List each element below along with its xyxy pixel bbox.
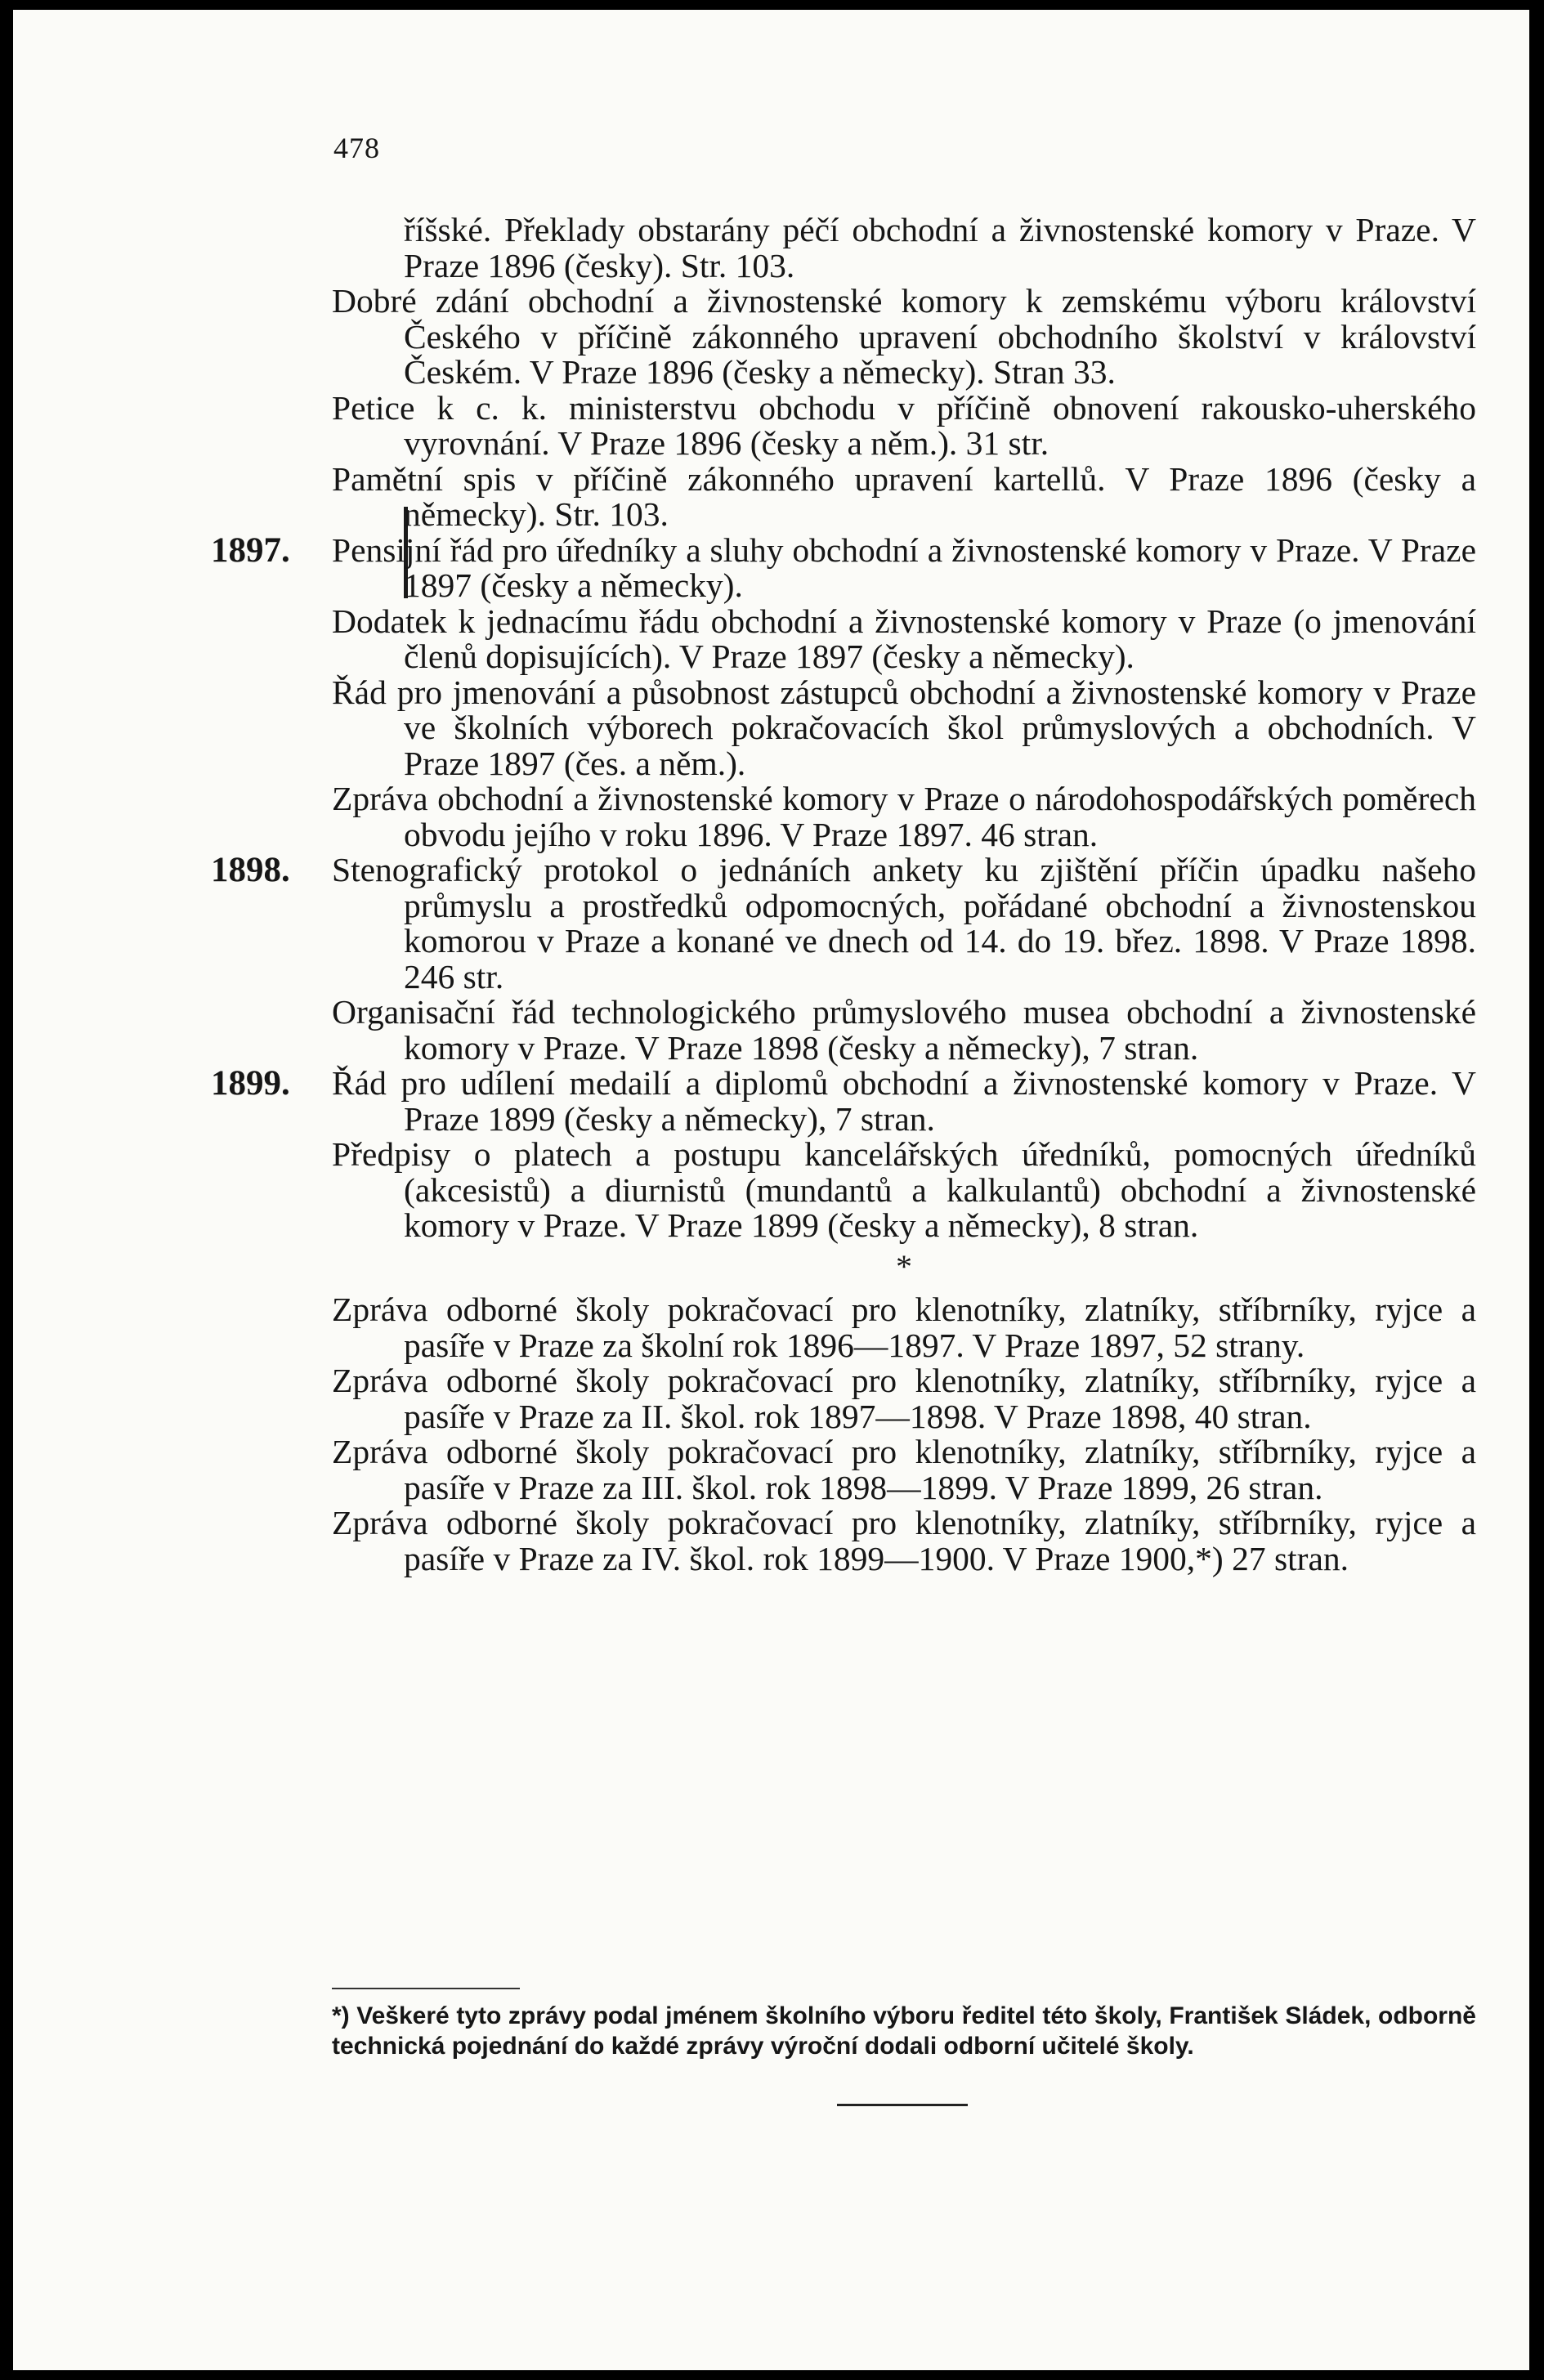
year-label: 1899. — [211, 1064, 290, 1103]
school-report-4: Zpráva odborné školy pokračovací pro klenotníky, zlatníky, stříbrníky, ryjce a pasíře v Praze za IV. škol. rok 1899—1900. V Praze 1900,*) 27 stran. — [332, 1504, 1476, 1577]
end-rule — [837, 2104, 968, 2106]
year-label: 1898. — [211, 851, 290, 889]
continuation-entry: říšské. Překlady obstarány péčí obchodní a živnostenské komory v Praze. V Praze 1896 (česky). Str. 103. — [404, 211, 1476, 284]
footnote-rule — [332, 1988, 520, 1989]
entry-1899-1: Řád pro udílení medailí a diplomů obchodní a živnostenské komory v Praze. V Praze 1899 (česky a německy), 7 stran. — [332, 1064, 1476, 1138]
footnote: *) Veškeré tyto zprávy podal jménem školního výboru ředitel této školy, František Sládek, odborně technická pojednání do každé zprávy výroční dodali odborní učitelé školy. — [332, 2002, 1476, 2060]
entry-1898-1: Stenografický protokol o jednáních ankety ku zjištění příčin úpadku našeho průmyslu a prostředků odpomocných, pořádané obchodní a živnostenskou komorou v Praze a konané ve dnech od 14. do 19. břez. 1898. V Praze 1898. 246 str. — [332, 851, 1476, 995]
year-label: 1897. — [211, 530, 290, 570]
entry-1896-3: Pamětní spis v příčině zákonného upravení kartellů. V Praze 1896 (česky a německy). Str. 103. — [332, 459, 1476, 533]
entry-1899-2: Předpisy o platech a postupu kancelářských úředníků, pomocných úředníků (akcesistů) a diurnistů (mundantů a kalkulantů) obchodní a živnostenské komory v Praze. V Praze 1899 (česky a německy), 8 stran. — [332, 1135, 1476, 1244]
year-block-1898 — [211, 851, 1476, 1067]
year-block-1897 — [211, 530, 1476, 853]
document-body — [211, 211, 1476, 1577]
entry-1897-2: Dodatek k jednacímu řádu obchodní a živnostenské komory v Praze (o jmenování členů dopisujících). V Praze 1897 (česky a německy). — [332, 602, 1476, 675]
entry-1897-3: Řád pro jmenování a působnost zástupců obchodní a živnostenské komory v Praze ve školních výborech pokračovacích škol průmyslových a obchodních. V Praze 1897 (čes. a něm.). — [332, 673, 1476, 782]
section-separator: * — [896, 1247, 912, 1285]
school-report-2: Zpráva odborné školy pokračovací pro klenotníky, zlatníky, stříbrníky, ryjce a pasíře v Praze za II. škol. rok 1897—1898. V Praze 1898, 40 stran. — [332, 1362, 1476, 1435]
page-number: 478 — [333, 132, 380, 164]
entry-1896-1: Dobré zdání obchodní a živnostenské komory k zemskému výboru království Českého v příčině zákonného upravení obchodního školství v království Českém. V Praze 1896 (česky a německy). Stran 33. — [332, 282, 1476, 391]
school-report-3: Zpráva odborné školy pokračovací pro klenotníky, zlatníky, stříbrníky, ryjce a pasíře v Praze za III. škol. rok 1898—1899. V Praze 1899, 26 stran. — [332, 1433, 1476, 1506]
year-block-1899 — [211, 1064, 1476, 1244]
document-page — [13, 10, 1529, 2370]
entry-1896-2: Petice k c. k. ministerstvu obchodu v příčině obnovení rakousko-uherského vyrovnání. V Praze 1896 (česky a něm.). 31 str. — [332, 388, 1476, 462]
entry-1897-4: Zpráva obchodní a živnostenské komory v Praze o národohospodářských poměrech obvodu jejího v roku 1896. V Praze 1897. 46 stran. — [332, 780, 1476, 853]
entry-1897-1: Pensijní řád pro úředníky a sluhy obchodní a živnostenské komory v Praze. V Praze 1897 (česky a německy). — [332, 530, 1476, 604]
school-report-1: Zpráva odborné školy pokračovací pro klenotníky, zlatníky, stříbrníky, ryjce a pasíře v Praze za školní rok 1896—1897. V Praze 1897, 52 strany. — [332, 1291, 1476, 1364]
entry-1898-2: Organisační řád technologického průmyslového musea obchodní a živnostenské komory v Praze. V Praze 1898 (česky a německy), 7 stran. — [332, 993, 1476, 1067]
